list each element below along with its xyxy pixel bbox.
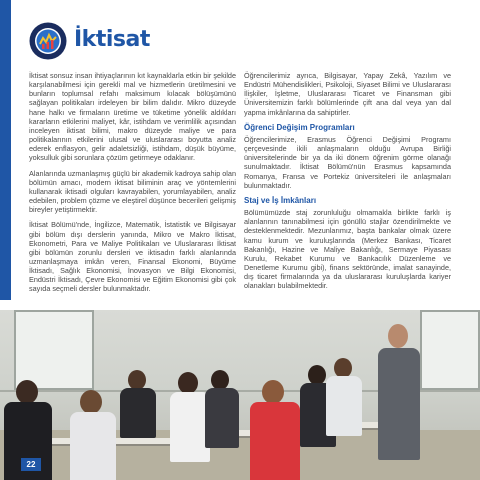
aim-paragraph: Alanlarında uzmanlaşmış güçlü bir akademik kadroya sahip olan bölümün amacı, modern iktisat biliminin araç ve yöntemlerini kullanarak iktisadi olguları kavrayabilen, yorumlayabilen, analiz edebilen, problem çözme ve eleştirel düşünce becerileri gelişmiş bireyler yetiştirmektir. xyxy=(29,168,236,215)
page-number: 22 xyxy=(21,458,41,471)
right-text-column xyxy=(244,71,451,296)
department-logo-icon xyxy=(29,22,67,60)
page-title: İktisat xyxy=(74,27,150,52)
internship-heading: Staj ve İş İmkânları xyxy=(244,195,317,205)
exchange-heading: Öğrenci Değişim Programları xyxy=(244,122,355,132)
intro-paragraph: İktisat sonsuz insan ihtiyaçlarının kıt kaynaklarla etkin bir şekilde karşılanabilmesi için gerekli mal ve hizmetlerin üretilmesini ve bunların toplumsal refahı maksimum kılacak bölüşümünü sağlayan politikaları irdeleyen bir bilim dalıdır. Mikro düzeyde hane halkı ve firmaların üretime ve tüketime yönelik aldıkları kararların etkilerini maliyet, kâr, istihdam ve verimlilik açısından inceleyen iktisat bilimi, makro düzeyde maliye ve para politikalarının etkilerini ulusal ve uluslararası boyutta analiz ederek enflasyon, gelir adaletsizliği, istihdam, düşük büyüme, yoksulluk gibi sorunlara çözüm getirmeye odaklanır. xyxy=(29,71,236,163)
accent-side-bar xyxy=(0,0,11,300)
double-major-paragraph: Öğrencilerimiz ayrıca, Bilgisayar, Yapay Zekâ, Yazılım ve Endüstri Mühendislikleri, Psikoloji, Siyaset Bilimi ve Uluslararası İlişkiler, İşletme, Uluslararası Ticaret ve Finansman gibi Üniversitemizin farklı bölümlerinde çift ana dal veya yan dal yapma imkânlarına da sahiptirler. xyxy=(244,71,451,117)
classroom-photo xyxy=(0,310,480,480)
internship-paragraph: Bölümümüzde staj zorunluluğu olmamakla birlikte farklı iş alanlarının tanınabilmesi için gönüllü stajlar özendirilmekte ve desteklenmektedir. Mezunlarımız, başta bankalar olmak üzere kamu kurum ve kuruluşlarında (Merkez Bankası, Ticaret Bakanlığı, Hazine ve Maliye Bakanlığı, Sermaye Piyasası Kurulu, Rekabet Kurumu ve Bankacılık Düzenleme ve Denetleme Kurumu gibi), finans sektöründe, imalat sanayinde, dış ticaret firmalarında ya da uluslararası kuruluşlarda kariyer olanakları bulabilmektedir. xyxy=(244,208,451,291)
window-right xyxy=(420,310,480,390)
left-text-column xyxy=(29,71,236,300)
exchange-paragraph: Öğrencilerimize, Erasmus Öğrenci Değişimi Programı çerçevesinde ikili anlaşmaların olduğu Avrupa Birliği üniversitelerinde bir ya da iki dönem öğrenim görme olanağı sunulmaktadır. İktisat Bölümü'nün Erasmus kapsamında Romanya, Fransa ve Portekiz üniversiteleri ile anlaşmaları bulunmaktadır. xyxy=(244,134,451,190)
window-left xyxy=(14,310,94,390)
courses-paragraph: İktisat Bölümü'nde, İngilizce, Matematik, İstatistik ve Bilgisayar gibi bölüm dışı derslerin yanında, Mikro ve Makro İktisat, Ekonometri, Para ve Maliye Politikaları ve Uluslararası İktisat gibi bölümün zorunlu dersleri ve iktisadın farklı alanlarında uzmanlaşmaya imkân veren, Finansal Ekonomi, Büyüme İktisadı, Sağlık Ekonomisi, İnovasyon ve Bilgi Ekonomisi, Endüstri İktisadı, Çevre Ekonomisi ve Eğitim Ekonomisi gibi çok sayıda seçmeli dersler bulunmaktadır. xyxy=(29,220,236,294)
